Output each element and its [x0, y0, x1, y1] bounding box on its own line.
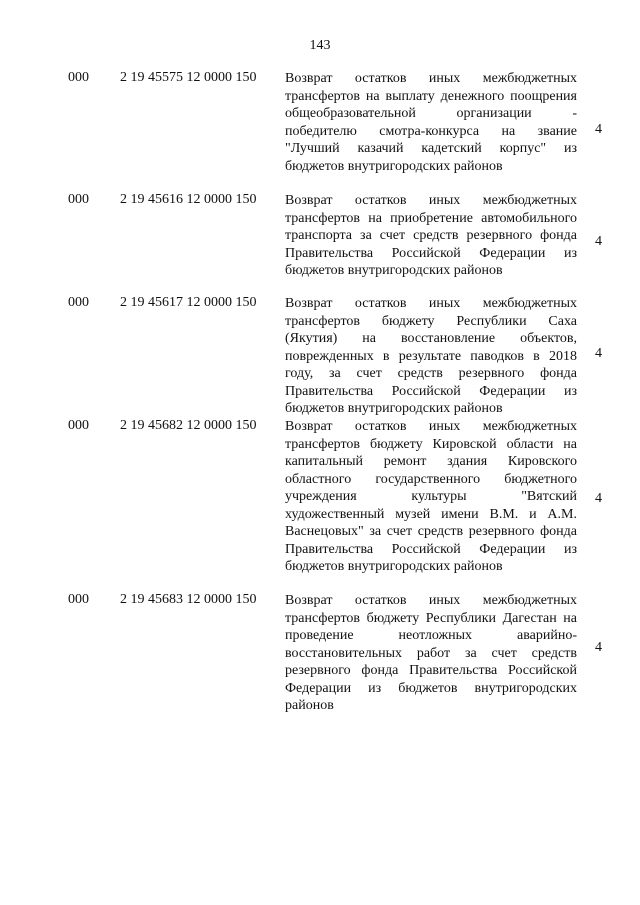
- row-value: 4: [595, 122, 602, 137]
- row-value: 4: [595, 640, 602, 655]
- admin-code: 000: [68, 70, 89, 85]
- row-description: Возврат остатков иных межбюджетных трансфертов на приобретение автомобильного транспорта за счет средств резервного фонда Правительства Российской Федерации из бюджетов внутригородских районов: [285, 193, 577, 278]
- row-value: 4: [595, 234, 602, 249]
- budget-code: 2 19 45683 12 0000 150: [120, 592, 257, 607]
- admin-code: 000: [68, 295, 89, 310]
- budget-code: 2 19 45617 12 0000 150: [120, 295, 257, 310]
- budget-code: 2 19 45616 12 0000 150: [120, 192, 257, 207]
- row-description: Возврат остатков иных межбюджетных трансфертов на выплату денежного поощрения общеобразовательной организации - победителю смотра-конкурса на звание "Лучший казачий кадетский корпус" из бюджетов внутригородских районов: [285, 71, 577, 174]
- row-description: Возврат остатков иных межбюджетных трансфертов бюджету Республики Дагестан на проведение неотложных аварийно-восстановительных работ за счет средств резервного фонда Правительства Российской Федерации из бюджетов внутригородских районов: [285, 593, 577, 713]
- admin-code: 000: [68, 418, 89, 433]
- page-number: 143: [309, 38, 331, 53]
- row-description: Возврат остатков иных межбюджетных трансфертов бюджету Республики Саха (Якутия) на восстановление объектов, поврежденных в результате паводков в 2018 году, за счет средств резервного фонда Правительства Российской Федерации из бюджетов внутригородских районов: [285, 296, 577, 416]
- row-value: 4: [595, 346, 602, 361]
- budget-code: 2 19 45575 12 0000 150: [120, 70, 257, 85]
- row-description: Возврат остатков иных межбюджетных трансфертов бюджету Кировской области на капитальный ремонт здания Кировского областного государственного бюджетного учреждения культуры "Вятский художественный музей имени В.М. и А.М. Васнецовых" за счет средств резервного фонда Правительства Российской Федерации из бюджетов внутригородских районов: [285, 419, 577, 574]
- admin-code: 000: [68, 592, 89, 607]
- budget-code: 2 19 45682 12 0000 150: [120, 418, 257, 433]
- admin-code: 000: [68, 192, 89, 207]
- row-value: 4: [595, 491, 602, 506]
